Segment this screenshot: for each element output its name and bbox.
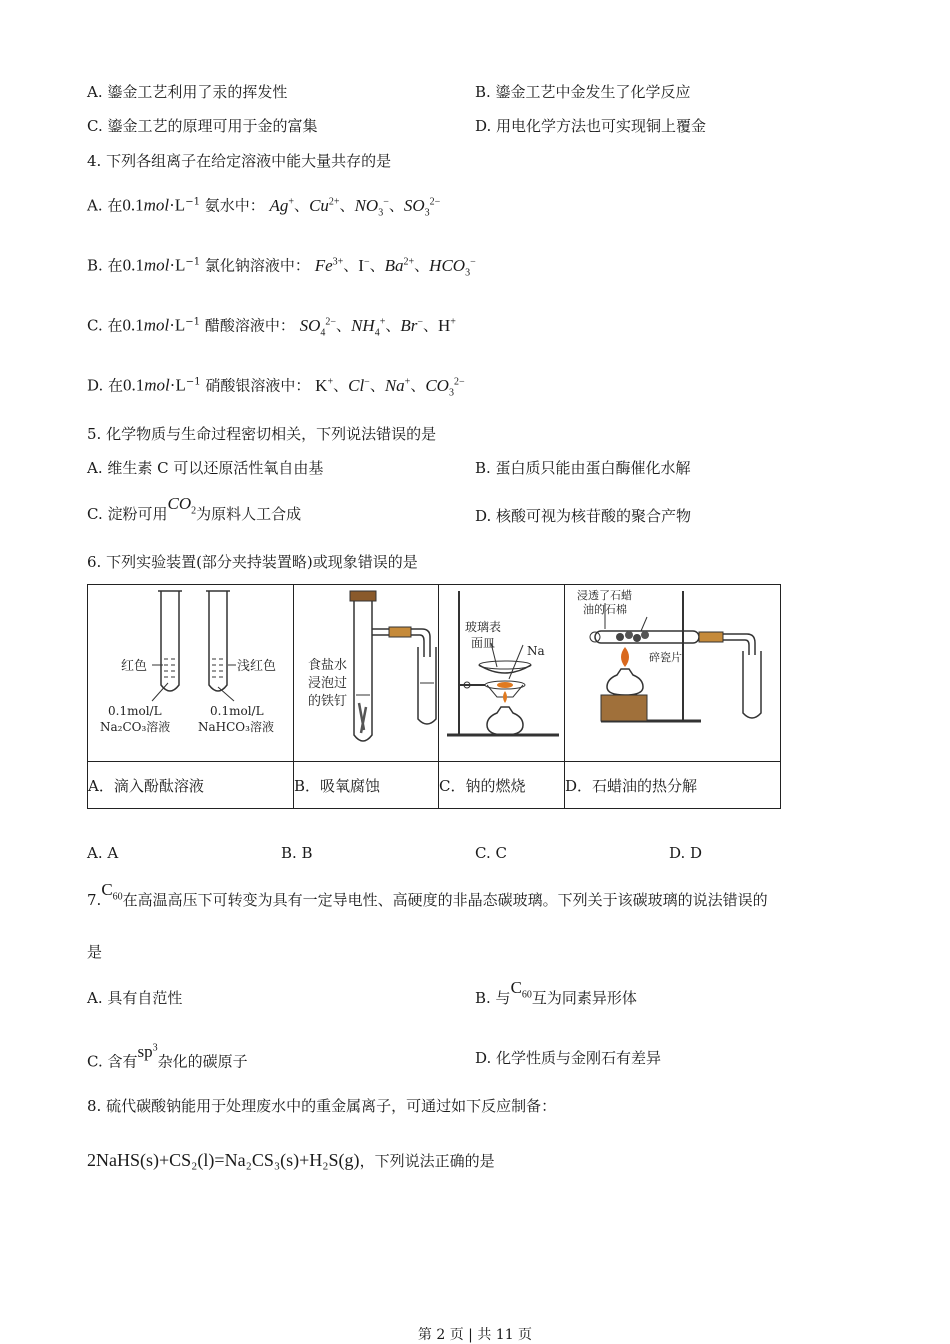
q3-option-a: A. 鎏金工艺利用了汞的挥发性 bbox=[87, 83, 288, 101]
q6-option-b: B. B bbox=[281, 844, 313, 862]
label-soaked: 浸泡过 bbox=[308, 676, 348, 691]
caption-d: D．石蜡油的热分解 bbox=[565, 762, 781, 809]
q6-option-d: D. D bbox=[669, 844, 703, 862]
apparatus-table bbox=[87, 584, 780, 804]
label-iron-nail: 的铁钉 bbox=[308, 694, 348, 709]
q5-option-c: C. 淀粉可用$CO_2$为原料人工合成 bbox=[87, 494, 302, 523]
caption-a: A．滴入酚酞溶液 bbox=[88, 762, 294, 809]
pyrolysis-drawing bbox=[565, 585, 781, 757]
q6-option-c: C. C bbox=[475, 844, 507, 862]
q3-option-d: D. 用电化学方法也可实现铜上覆金 bbox=[475, 117, 707, 135]
sol2-name: NaHCO₃溶液 bbox=[198, 720, 274, 734]
test-tubes-drawing bbox=[88, 585, 294, 757]
q4-stem: 4. 下列各组离子在给定溶液中能大量共存的是 bbox=[87, 152, 392, 170]
q8-equation: 2NaHS(s)+CS₂(l)=Na₂CS₃(s)+H₂S(g) bbox=[87, 1150, 360, 1170]
label-porcelain-chips: 碎瓷片 bbox=[649, 651, 682, 664]
caption-b: B．吸氧腐蚀 bbox=[294, 762, 439, 809]
q7-option-a: A. 具有自范性 bbox=[87, 989, 183, 1007]
q8-equation-line: 2NaHS(s)+CS₂(l)=Na₂CS₃(s)+H₂S(g)，下列说法正确的是 bbox=[87, 1150, 495, 1170]
q3-option-c: C. 鎏金工艺的原理可用于金的富集 bbox=[87, 117, 318, 135]
q8-stem: 8. 硫代碳酸钠能用于处理废水中的重金属离子，可通过如下反应制备： bbox=[87, 1097, 557, 1115]
q5-option-a: A. 维生素 C 可以还原活性氧自由基 bbox=[87, 459, 324, 477]
label-salt-water: 食盐水 bbox=[308, 658, 348, 673]
label-asbestos-2: 油的石棉 bbox=[583, 603, 627, 616]
sol1-name: Na₂CO₃溶液 bbox=[100, 720, 171, 734]
q6-stem: 6. 下列实验装置(部分夹持装置略)或现象错误的是 bbox=[87, 553, 418, 571]
apparatus-d-image bbox=[565, 585, 781, 762]
sodium-burning-drawing bbox=[439, 585, 565, 757]
sol1-conc: 0.1mol/L bbox=[108, 704, 162, 718]
page-footer: 第 2 页 | 共 11 页 bbox=[417, 1327, 533, 1343]
label-light-red: 浅红色 bbox=[237, 659, 277, 674]
q5-stem: 5. 化学物质与生命过程密切相关，下列说法错误的是 bbox=[87, 425, 437, 443]
q4-option-b: B. 在$0.1mol\cdot L^{-1}$ 氯化钠溶液中： $Fe^{3+}$、I−、$Ba^{2+}$、$HCO_3^-$ bbox=[87, 255, 476, 279]
apparatus-c-image bbox=[439, 585, 565, 762]
label-asbestos-1: 浸透了石蜡 bbox=[577, 589, 632, 602]
q3-option-b: B. 鎏金工艺中金发生了化学反应 bbox=[475, 83, 691, 101]
sol2-conc: 0.1mol/L bbox=[210, 704, 264, 718]
q4-option-d: D. 在$0.1mol\cdot L^{-1}$ 硝酸银溶液中： K+、Cl−、Na+、$CO_3^{2-}$ bbox=[87, 375, 465, 399]
q7-stem-end: 是 bbox=[87, 943, 103, 961]
q7-option-d: D. 化学性质与金刚石有差异 bbox=[475, 1049, 662, 1067]
caption-c: C．钠的燃烧 bbox=[439, 762, 565, 809]
label-watch-glass-2: 面皿 bbox=[471, 636, 496, 650]
apparatus-b-image bbox=[294, 585, 439, 762]
q7-option-c: C. 含有$sp^3$杂化的碳原子 bbox=[87, 1041, 248, 1071]
label-na: Na bbox=[527, 644, 545, 658]
q4-option-c: C. 在$0.1mol\cdot L^{-1}$ 醋酸溶液中： $SO_4^{2-}$、$NH_4^+$、Br−、H+ bbox=[87, 315, 456, 339]
q6-option-a: A. A bbox=[87, 844, 119, 862]
q7-stem: $7.C_{60}$在高温高压下可转变为具有一定导电性、高硬度的非晶态碳玻璃。下列关于该碳玻璃的说法错误的 bbox=[87, 880, 768, 909]
corrosion-drawing bbox=[294, 585, 439, 757]
label-watch-glass: 玻璃表 bbox=[465, 620, 502, 634]
apparatus-a-image bbox=[88, 585, 294, 762]
q5-option-b: B. 蛋白质只能由蛋白酶催化水解 bbox=[475, 459, 691, 477]
q4-option-a: A. 在$0.1mol\cdot L^{-1}$ 氨水中： Ag+、$Cu^{2+}$、$NO_3^-$、$SO_3^{2-}$ bbox=[87, 195, 441, 219]
label-red: 红色 bbox=[121, 659, 148, 674]
q5-option-d: D. 核酸可视为核苷酸的聚合产物 bbox=[475, 507, 692, 525]
q7-option-b: B. 与$C_{60}$互为同素异形体 bbox=[475, 978, 637, 1007]
